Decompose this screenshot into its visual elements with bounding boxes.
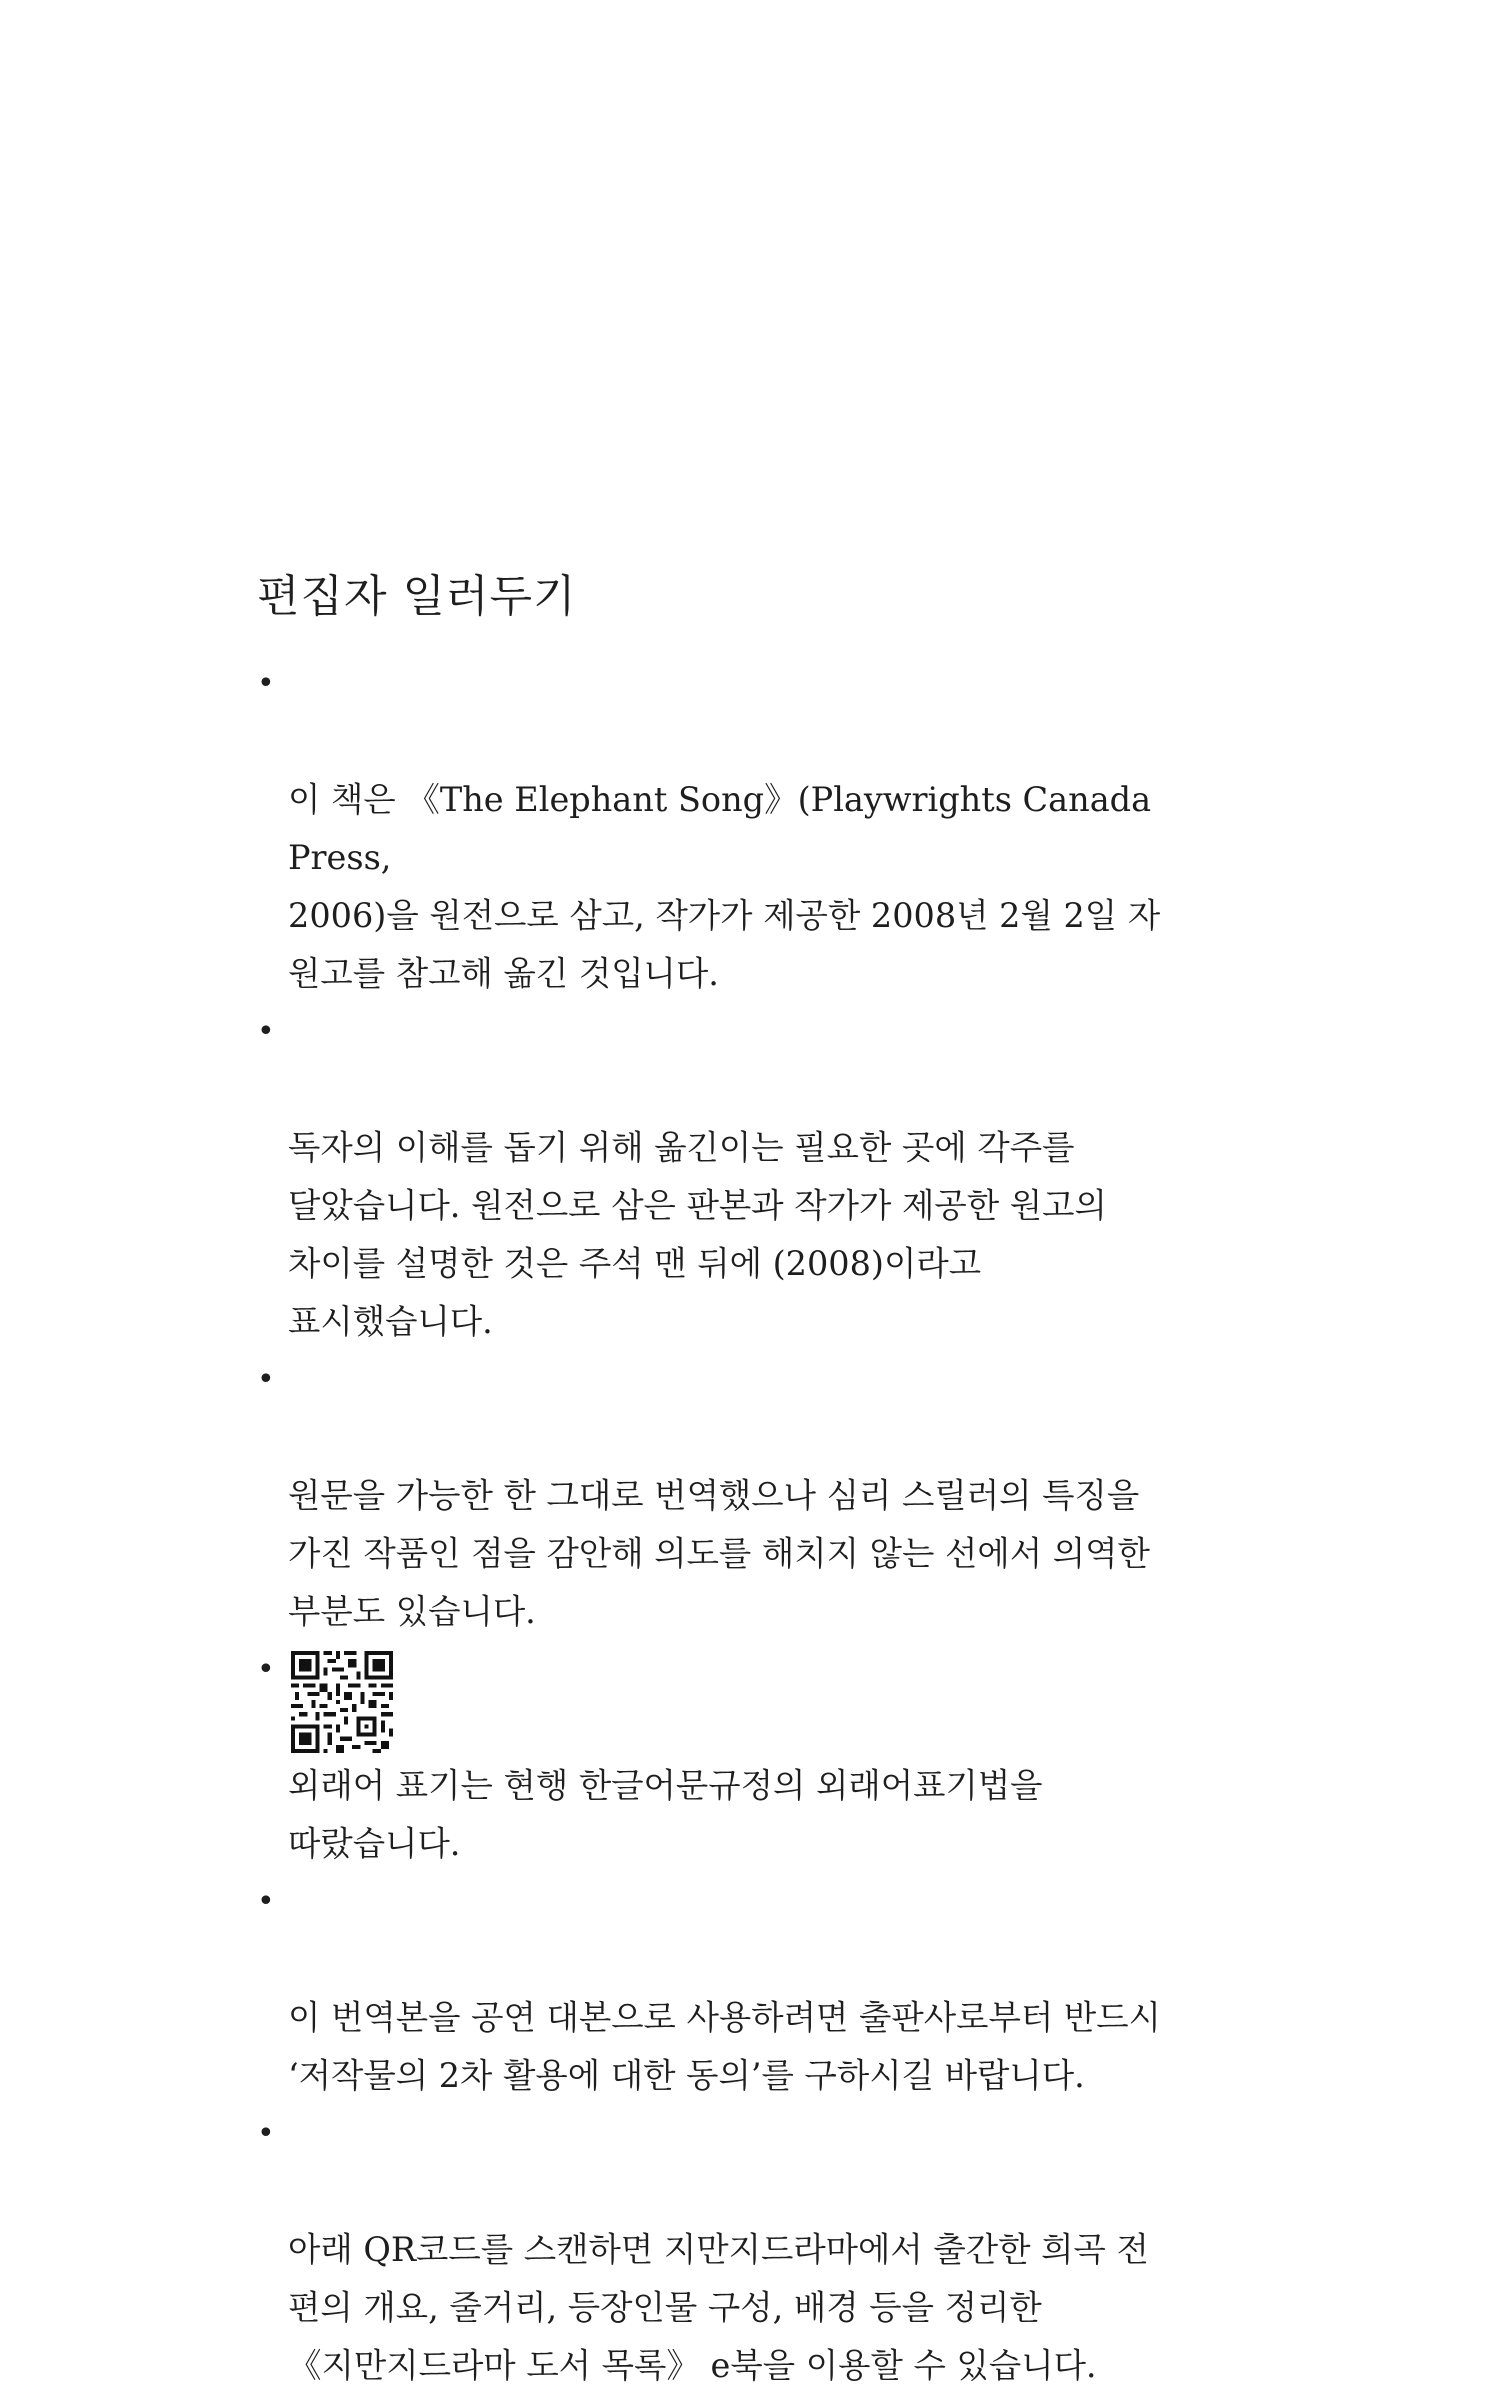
note-text: 독자의 이해를 돕기 위해 옮긴이는 필요한 곳에 각주를 달았습니다. 원전으로 삼은 판본과 작가가 제공한 원고의 차이를 설명한 것은 주석 맨 뒤에 (2008)이라고 표시했습니다. [288, 1128, 1107, 1341]
bullet-icon: • [257, 1014, 275, 1049]
note-text: 원문을 가능한 한 그대로 번역했으나 심리 스릴러의 특징을 가진 작품인 점을 감안해 의도를 해치지 않는 선에서 의역한 부분도 있습니다. [288, 1476, 1150, 1631]
note-item [257, 655, 1257, 1003]
bullet-icon: • [257, 1362, 275, 1397]
note-text: 이 책은 《The Elephant Song》(Playwrights Canada Press, 2006)을 원전으로 삼고, 작가가 제공한 2008년 2월 2일 자 원고를 참고해 옮긴 것입니다. [288, 780, 1161, 993]
note-item [257, 1873, 1257, 2105]
note-text: 아래 QR코드를 스캔하면 지만지드라마에서 출간한 희곡 전 편의 개요, 줄거리, 등장인물 구성, 배경 등을 정리한 《지만지드라마 도서 목록》 e북을 이용할 수 있습니다. [288, 2230, 1149, 2385]
note-item [257, 1351, 1257, 1641]
editor-notes-list [257, 655, 1257, 2395]
note-item [257, 2105, 1257, 2395]
note-text: 외래어 표기는 현행 한글어문규정의 외래어표기법을 따랐습니다. [288, 1766, 1043, 1863]
bullet-icon: • [257, 1884, 275, 1919]
bullet-icon: • [257, 1652, 275, 1687]
bullet-icon: • [257, 2116, 275, 2151]
note-item [257, 1003, 1257, 1351]
note-item [257, 1641, 1257, 1873]
bullet-icon: • [257, 666, 275, 701]
page-title: 편집자 일러두기 [257, 571, 577, 622]
note-text: 이 번역본을 공연 대본으로 사용하려면 출판사로부터 반드시 ‘저작물의 2차 활용에 대한 동의’를 구하시길 바랍니다. [288, 1998, 1161, 2095]
qr-code-icon[interactable] [291, 1651, 393, 1753]
